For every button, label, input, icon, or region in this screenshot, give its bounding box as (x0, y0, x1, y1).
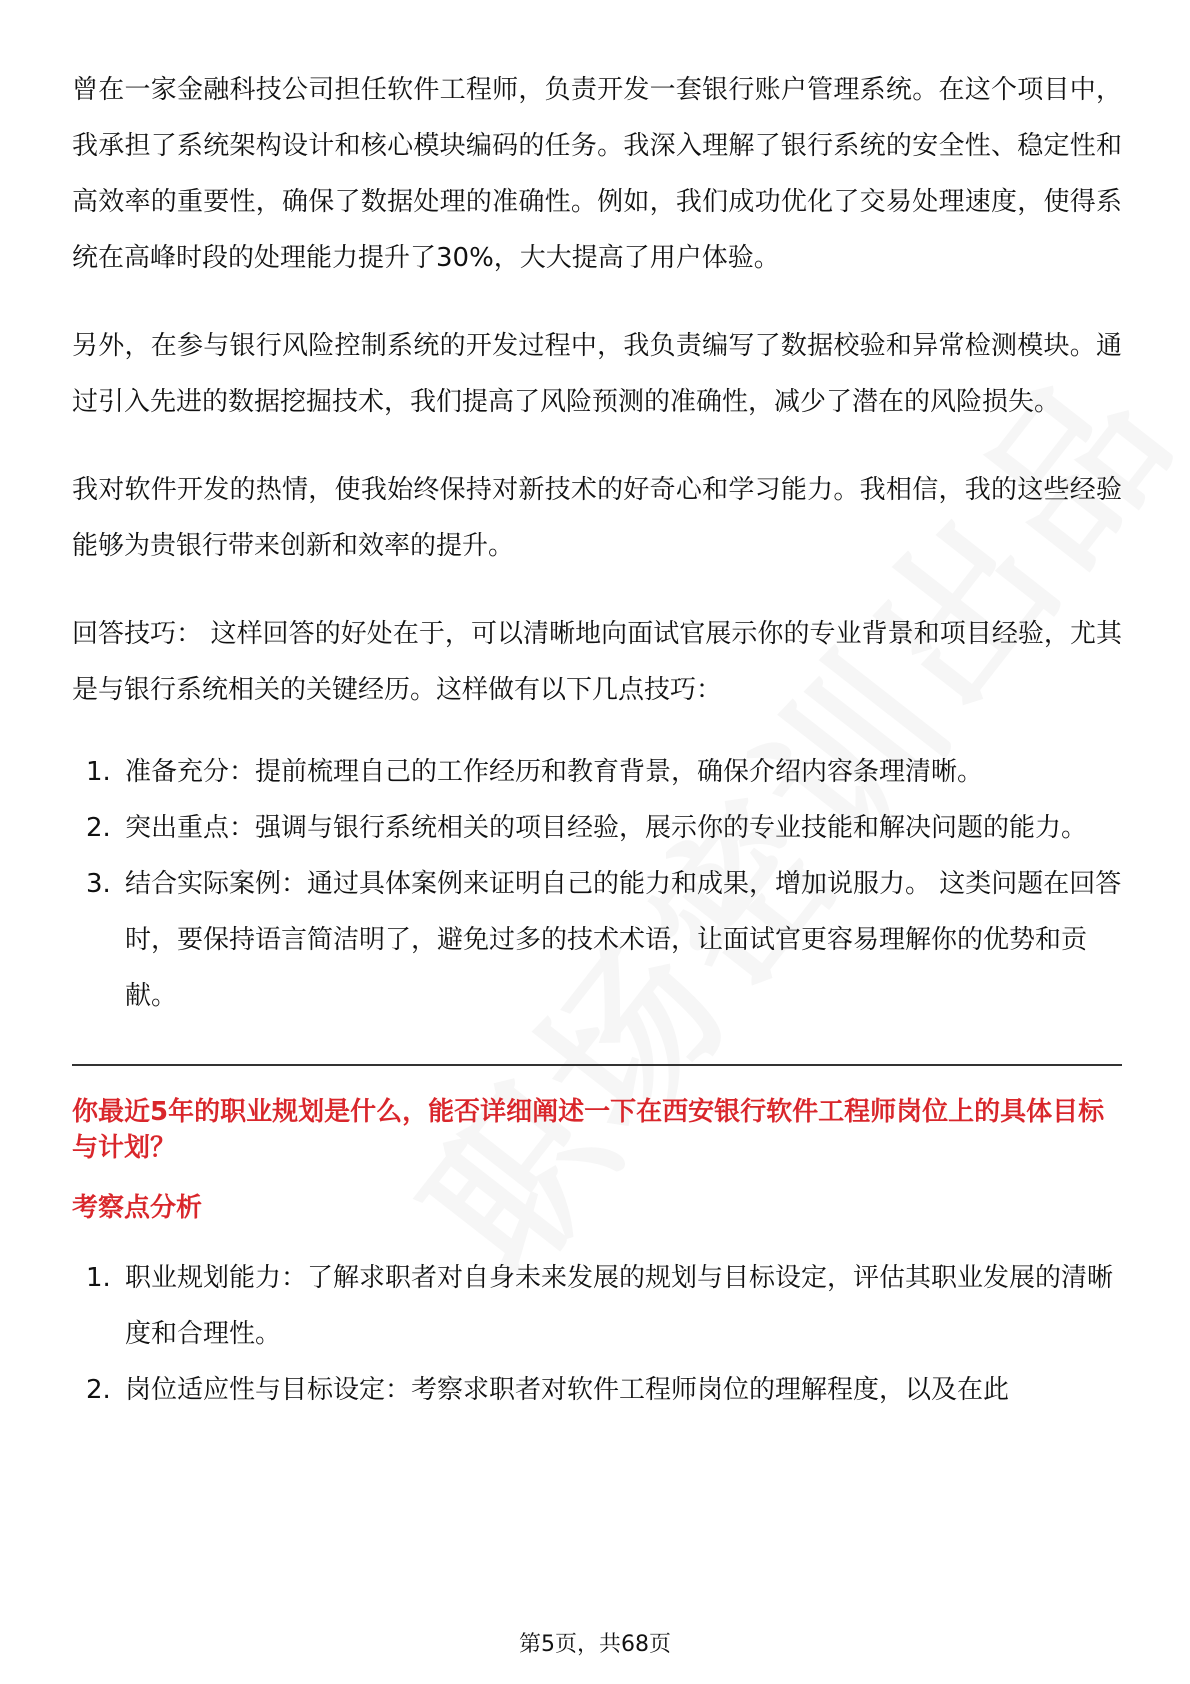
list-item-text: 突出重点：强调与银行系统相关的项目经验，展示你的专业技能和解决问题的能力。 (125, 813, 1088, 843)
list-item-text: 岗位适应性与目标设定：考察求职者对软件工程师岗位的理解程度，以及在此 (125, 1375, 1010, 1405)
paragraph-answer-tips: 回答技巧： 这样回答的好处在于，可以清晰地向面试官展示你的专业背景和项目经验，尤其是与银行系统相关的关键经历。这样做有以下几点技巧： (72, 619, 1122, 705)
document-page (72, 62, 1122, 1418)
tips-list (72, 744, 1122, 1024)
list-item (72, 1250, 1122, 1362)
paragraph-risk-control: 另外，在参与银行风险控制系统的开发过程中，我负责编写了数据校验和异常检测模块。通过引入先进的数据挖掘技术，我们提高了风险预测的准确性，减少了潜在的风险损失。 (72, 331, 1122, 417)
list-number: 1. (86, 1263, 111, 1293)
list-item (72, 1362, 1122, 1418)
list-item-text: 结合实际案例：通过具体案例来证明自己的能力和成果，增加说服力。 这类问题在回答时，要保持语言简洁明了，避免过多的技术术语，让面试官更容易理解你的优势和贡献。 (125, 869, 1122, 1011)
analysis-title: 考察点分析 (72, 1193, 203, 1223)
list-item (72, 800, 1122, 856)
list-number: 1. (86, 757, 111, 787)
analysis-list (72, 1250, 1122, 1418)
list-item (72, 744, 1122, 800)
section-divider (72, 1064, 1122, 1066)
list-item-text: 职业规划能力：了解求职者对自身未来发展的规划与目标设定，评估其职业发展的清晰度和合理性。 (125, 1263, 1114, 1349)
paragraph-passion: 我对软件开发的热情，使我始终保持对新技术的好奇心和学习能力。我相信，我的这些经验能够为贵银行带来创新和效率的提升。 (72, 475, 1122, 561)
page-footer: 第5页，共68页 (519, 1632, 671, 1657)
question-heading: 你最近5年的职业规划是什么，能否详细阐述一下在西安银行软件工程师岗位上的具体目标与计划？ (72, 1097, 1105, 1163)
list-number: 2. (86, 1375, 111, 1405)
paragraph-experience: 曾在一家金融科技公司担任软件工程师，负责开发一套银行账户管理系统。在这个项目中，我承担了系统架构设计和核心模块编码的任务。我深入理解了银行系统的安全性、稳定性和高效率的重要性，确保了数据处理的准确性。例如，我们成功优化了交易处理速度，使得系统在高峰时段的处理能力提升了30%，大大提高了用户体验。 (72, 75, 1122, 273)
list-number: 2. (86, 813, 111, 843)
list-item (72, 856, 1122, 1024)
list-item-text: 准备充分：提前梳理自己的工作经历和教育背景，确保介绍内容条理清晰。 (125, 757, 984, 787)
list-number: 3. (86, 869, 111, 899)
